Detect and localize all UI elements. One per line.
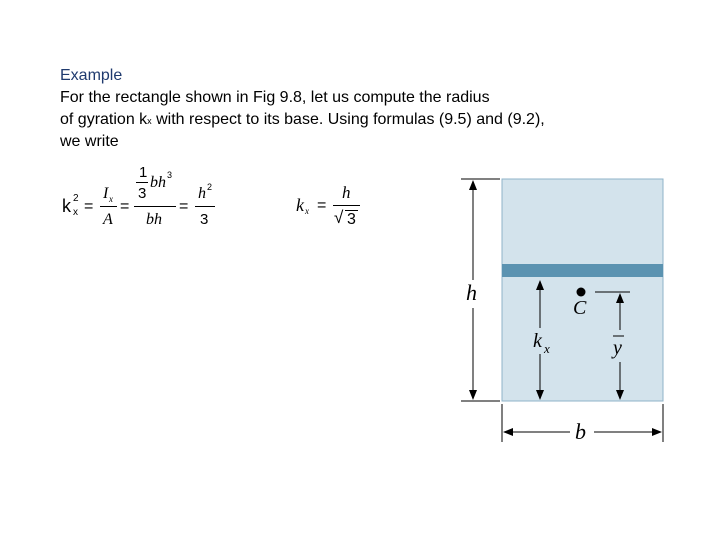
eq2-den: 3 [347, 211, 356, 228]
eq2-num: h [342, 183, 351, 202]
eq1-inner-den: 3 [138, 185, 147, 202]
centroid-dot [577, 288, 586, 297]
label-ybar: y [613, 337, 622, 359]
eq1-equals-3: = [179, 198, 189, 215]
eq1-frac3-den: 3 [200, 211, 209, 228]
eq1-inner-num: 1 [139, 164, 148, 181]
text-line-2-pre: of gyration k [60, 111, 148, 128]
eq2-lhs-k: k [296, 195, 304, 215]
eq1-inner-bh-sup: 3 [167, 170, 173, 180]
centroid-band [502, 264, 663, 277]
eq2-equals: = [317, 197, 327, 214]
label-kx-sub: x [544, 341, 550, 356]
eq1-lhs-k: k [62, 196, 71, 216]
eq1-frac1-num: I [103, 185, 109, 202]
eq1-equals-2: = [120, 198, 130, 215]
label-C: C [573, 297, 587, 319]
text-line-1: For the rectangle shown in Fig 9.8, let us compute the radius [60, 89, 490, 106]
eq1-frac1-den: A [103, 211, 113, 228]
eq1-lhs-sup: 2 [73, 193, 79, 204]
text-line-3: we write [60, 133, 119, 150]
example-heading: Example [60, 67, 123, 84]
label-kx: k [533, 330, 542, 352]
eq2-root: √ [334, 208, 344, 227]
eq1-equals-1: = [84, 198, 94, 215]
eq1-frac1-num-sub: x [109, 194, 113, 204]
label-h: h [466, 280, 477, 305]
label-b: b [575, 419, 586, 444]
text-line-2-subscript: x [147, 116, 152, 126]
eq1-frac3-num-sup: 2 [207, 182, 213, 192]
eq1-inner-bh: bh [150, 174, 166, 191]
eq1-frac3-num: h [198, 185, 206, 202]
text-line-2-post: with respect to its base. Using formulas (9.5) and (9.2), [151, 111, 545, 128]
eq2-lhs-sub: x [305, 206, 309, 216]
eq1-frac2-den: bh [146, 211, 162, 228]
eq1-lhs-sub: x [73, 207, 78, 218]
